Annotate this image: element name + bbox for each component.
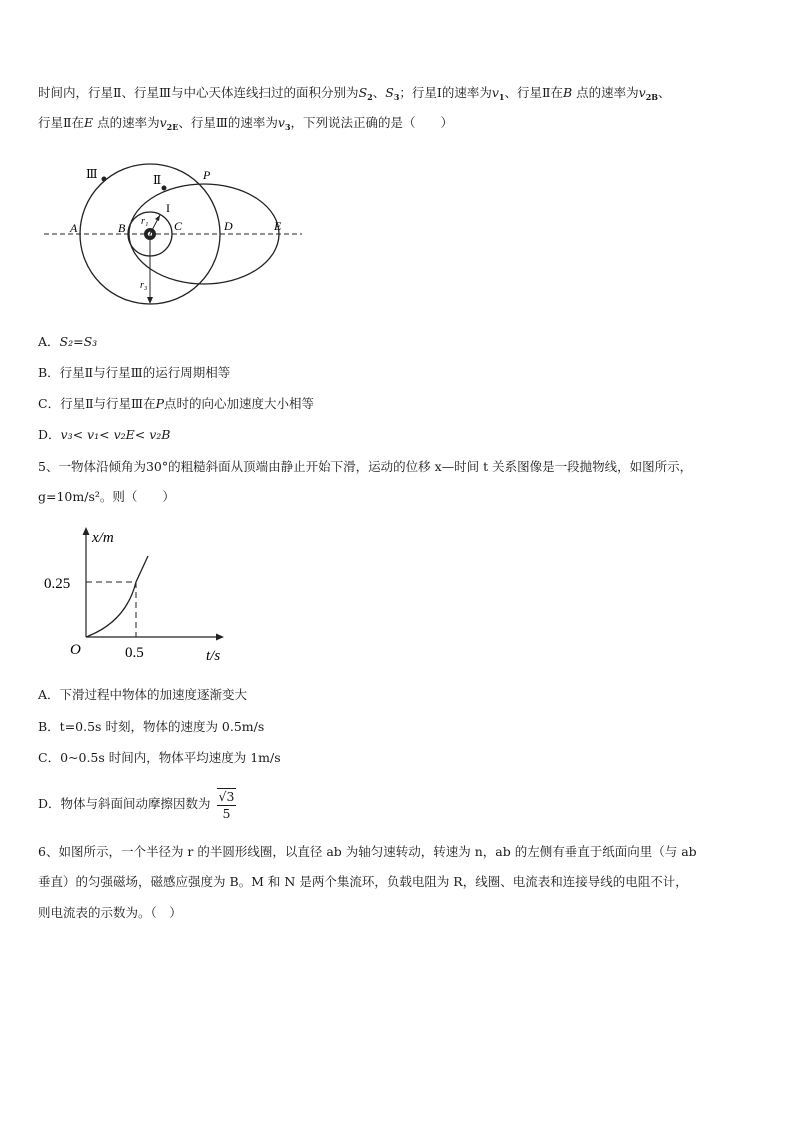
label-II: Ⅱ [153,173,162,187]
q4-stem-line1: 时间内，行星Ⅱ、行星Ⅲ与中心天体连线扫过的面积分别为$S_2$、$S_3$；行星Ⅰ的速率为$v_1$、行星Ⅱ在B 点的速率为$v_{2B}$、 [38,85,671,102]
q4-option-c: C．行星Ⅱ与行星Ⅲ在P点时的向心加速度大小相等 [38,396,315,411]
label-r3: r₃ [140,280,148,291]
label-A: A [70,221,78,235]
orbit-diagram [40,158,310,318]
label-III: Ⅲ [86,167,98,181]
label-E: E [274,219,282,233]
label-B: B [118,221,126,235]
label-P: P [203,168,211,182]
q4-option-d: D．v₃< v₁< v₂E< v₂B [38,427,171,442]
q5-stem-line1: 5、一物体沿倾角为30°的粗糙斜面从顶端由静止开始下滑，运动的位移 x—时间 t 关系图像是一段抛物线，如图所示， [38,459,693,474]
label-C: C [174,219,183,233]
q5-option-b: B．t=0.5s 时刻，物体的速度为 0.5m/s [38,719,265,734]
x-tick-label: 0.5 [125,645,144,661]
label-D: D [224,219,233,233]
origin-label: O [70,642,81,658]
q6-stem-line3: 则电流表的示数为。（ ） [38,905,182,920]
q5-stem-line2: g=10m/s²。则（ ） [38,489,175,504]
x-t-graph [40,520,240,666]
q4-option-b: B．行星Ⅱ与行星Ⅲ的运行周期相等 [38,365,231,380]
label-I: I [166,201,170,215]
q5-option-a: A．下滑过程中物体的加速度逐渐变大 [38,687,248,702]
friction-fraction: $\frac{√3}{5}$ [218,788,235,821]
planet-III-dot [102,177,107,182]
parabola-curve [86,556,148,637]
y-tick-label: 0.25 [44,576,71,592]
q5-option-c: C．0~0.5s 时间内，物体平均速度为 1m/s [38,750,281,765]
x-axis-label: t/s [206,648,221,664]
y-axis-label: x/m [92,530,114,546]
q6-stem-line2: 垂直）的匀强磁场，磁感应强度为 B。M 和 N 是两个集流环，负载电阻为 R，线圈、电流表和连接导线的电阻不计， [38,874,688,889]
q6-stem-line1: 6、如图所示，一个半径为 r 的半圆形线圈，以直径 ab 为轴匀速转动，转速为 n，ab 的左侧有垂直于纸面向里（与 ab [38,844,697,859]
planet-II-dot [162,186,167,191]
q4-stem-line2: 行星Ⅱ在E 点的速率为$v_{2E}$、行星Ⅲ的速率为$v_3$，下列说法正确的是（ ） [38,115,454,132]
q5-option-d: D．物体与斜面间动摩擦因数为 $\frac{√3}{5}$ [38,788,235,821]
label-r1: r₁ [141,216,149,227]
q4-option-a: A．S₂=S₃ [38,334,98,349]
